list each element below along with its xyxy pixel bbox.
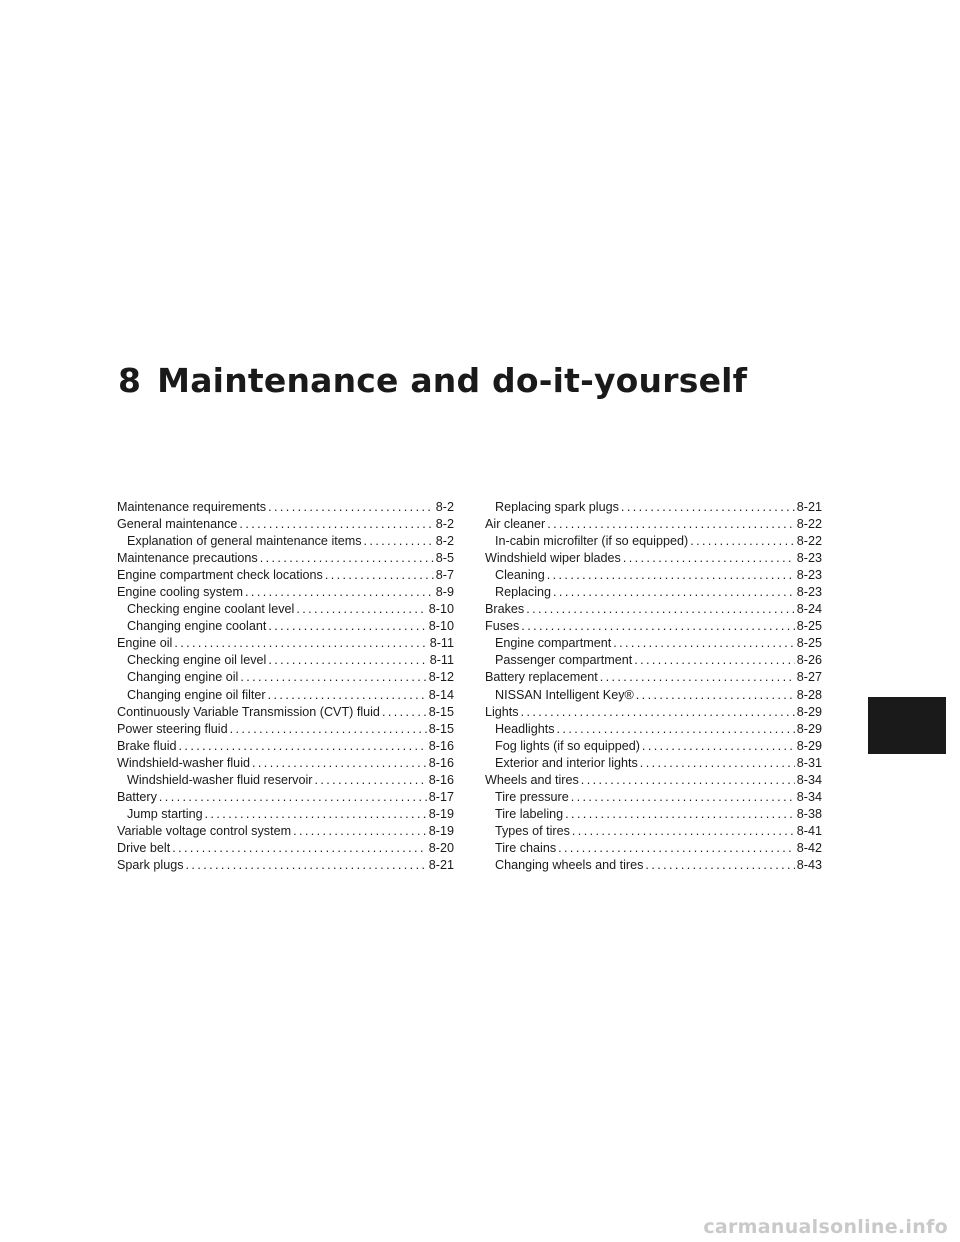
- toc-leader-dots: [266, 499, 434, 516]
- toc-leader-dots: [519, 618, 794, 635]
- toc-leader-dots: [312, 772, 426, 789]
- toc-entry-label: Engine compartment: [495, 636, 612, 651]
- toc-entry-air-cleaner[interactable]: [485, 516, 822, 533]
- toc-leader-dots: [294, 601, 426, 618]
- toc-entry-changing-engine-coolant[interactable]: [117, 618, 454, 635]
- toc-entry-page: 8-34: [796, 772, 822, 787]
- toc-entry-replacing[interactable]: [485, 584, 822, 601]
- toc-entry-variable-voltage-control-system[interactable]: [117, 823, 454, 840]
- toc-entry-fog-lights-if-so-equipped[interactable]: [485, 738, 822, 755]
- toc-leader-dots: [266, 687, 427, 704]
- toc-entry-engine-compartment[interactable]: [485, 635, 822, 652]
- toc-leader-dots: [228, 721, 427, 738]
- toc-leader-dots: [555, 721, 795, 738]
- toc-entry-page: 8-16: [428, 772, 454, 787]
- toc-entry-label: Explanation of general maintenance items: [127, 534, 362, 549]
- toc-leader-dots: [177, 738, 427, 755]
- toc-leader-dots: [203, 806, 427, 823]
- toc-entry-nissan-intelligent-key[interactable]: [485, 687, 822, 704]
- toc-entry-label: Exterior and interior lights: [495, 755, 638, 770]
- toc-entry-in-cabin-microfilter-if-so-equipped[interactable]: [485, 533, 822, 550]
- toc-entry-page: 8-25: [796, 636, 822, 651]
- toc-left-column: [117, 499, 454, 874]
- chapter-title-text: Maintenance and do-it-yourself: [157, 361, 748, 400]
- toc-leader-dots: [598, 669, 795, 686]
- toc-entry-maintenance-precautions[interactable]: [117, 550, 454, 567]
- toc-leader-dots: [323, 567, 434, 584]
- toc-entry-page: 8-10: [428, 602, 454, 617]
- toc-entry-label: Replacing spark plugs: [495, 500, 619, 514]
- toc-entry-page: 8-26: [796, 653, 822, 668]
- toc-entry-page: 8-21: [796, 500, 822, 514]
- toc-entry-tire-chains[interactable]: [485, 840, 822, 857]
- toc-entry-types-of-tires[interactable]: [485, 823, 822, 840]
- toc-entry-label: Changing engine oil filter: [127, 687, 266, 702]
- toc-entry-label: Lights: [485, 704, 519, 719]
- toc-entry-page: 8-41: [796, 823, 822, 838]
- toc-entry-jump-starting[interactable]: [117, 806, 454, 823]
- toc-entry-page: 8-38: [796, 806, 822, 821]
- toc-entry-battery-replacement[interactable]: [485, 669, 822, 686]
- toc-entry-windshield-washer-fluid[interactable]: [117, 755, 454, 772]
- toc-entry-label: Drive belt: [117, 840, 171, 855]
- toc-entry-page: 8-42: [796, 840, 822, 855]
- toc-entry-replacing-spark-plugs[interactable]: [485, 499, 822, 516]
- toc-entry-continuously-variable-transmission-cvt-fluid[interactable]: [117, 704, 454, 721]
- toc-leader-dots: [238, 669, 426, 686]
- toc-entry-label: Maintenance precautions: [117, 551, 258, 566]
- toc-entry-page: 8-20: [428, 840, 454, 855]
- toc-entry-page: 8-19: [428, 823, 454, 838]
- toc-entry-label: Wheels and tires: [485, 772, 579, 787]
- toc-right-column: [485, 499, 822, 874]
- toc-entry-label: Brakes: [485, 602, 525, 617]
- toc-entry-label: Passenger compartment: [495, 653, 633, 668]
- toc-entry-checking-engine-oil-level[interactable]: [117, 652, 454, 669]
- toc-entry-cleaning[interactable]: [485, 567, 822, 584]
- toc-entry-lights[interactable]: [485, 704, 822, 721]
- toc-leader-dots: [640, 738, 795, 755]
- toc-entry-label: Spark plugs: [117, 857, 184, 872]
- toc-leader-dots: [638, 755, 795, 772]
- toc-entry-maintenance-requirements[interactable]: [117, 499, 454, 516]
- toc-entry-page: 8-2: [435, 517, 454, 532]
- toc-entry-page: 8-19: [428, 806, 454, 821]
- toc-entry-page: 8-14: [428, 687, 454, 702]
- toc-entry-general-maintenance[interactable]: [117, 516, 454, 533]
- toc-entry-label: Cleaning: [495, 568, 545, 583]
- toc-entry-power-steering-fluid[interactable]: [117, 721, 454, 738]
- toc-entry-label: Brake fluid: [117, 738, 177, 753]
- toc-entry-label: NISSAN Intelligent Key®: [495, 687, 634, 702]
- toc-leader-dots: [688, 533, 795, 550]
- toc-leader-dots: [519, 704, 795, 721]
- toc-leader-dots: [172, 635, 427, 652]
- toc-entry-label: Tire pressure: [495, 789, 569, 804]
- toc-entry-page: 8-11: [429, 653, 454, 668]
- toc-entry-label: Air cleaner: [485, 517, 546, 532]
- toc-entry-label: Windshield wiper blades: [485, 551, 621, 566]
- toc-entry-changing-engine-oil[interactable]: [117, 669, 454, 686]
- toc-entry-engine-compartment-check-locations[interactable]: [117, 567, 454, 584]
- toc-entry-label: Tire labeling: [495, 806, 564, 821]
- toc-entry-page: 8-29: [796, 738, 822, 753]
- toc-leader-dots: [266, 652, 427, 669]
- chapter-tab-marker: [868, 697, 946, 754]
- toc-entry-changing-wheels-and-tires[interactable]: [485, 857, 822, 874]
- toc-entry-label: Changing wheels and tires: [495, 857, 644, 872]
- toc-entry-exterior-and-interior-lights[interactable]: [485, 755, 822, 772]
- toc-leader-dots: [184, 857, 427, 874]
- toc-entry-page: 8-2: [435, 500, 454, 514]
- toc-entry-label: Battery: [117, 789, 157, 804]
- toc-entry-battery[interactable]: [117, 789, 454, 806]
- toc-entry-label: Windshield-washer fluid reservoir: [127, 772, 313, 787]
- toc-entry-label: Maintenance requirements: [117, 500, 267, 514]
- toc-entry-label: Variable voltage control system: [117, 823, 292, 838]
- toc-entry-page: 8-23: [796, 585, 822, 600]
- toc-entry-label: Engine cooling system: [117, 585, 244, 600]
- toc-entry-page: 8-10: [428, 619, 454, 634]
- toc-entry-page: 8-29: [796, 704, 822, 719]
- toc-entry-label: General maintenance: [117, 517, 238, 532]
- chapter-title: [118, 361, 747, 400]
- toc-entry-page: 8-2: [435, 534, 454, 549]
- toc-entry-page: 8-15: [428, 704, 454, 719]
- toc-leader-dots: [362, 533, 434, 550]
- toc-leader-dots: [170, 840, 427, 857]
- toc-entry-tire-pressure[interactable]: [485, 789, 822, 806]
- chapter-number: 8: [118, 361, 142, 400]
- toc-entry-page: 8-17: [428, 789, 454, 804]
- toc-entry-label: In-cabin microfilter (if so equipped): [495, 534, 689, 549]
- toc-entry-page: 8-16: [428, 738, 454, 753]
- toc-entry-page: 8-23: [796, 568, 822, 583]
- toc-entry-page: 8-24: [796, 602, 822, 617]
- toc-entry-label: Changing engine coolant: [127, 619, 267, 634]
- toc-entry-windshield-wiper-blades[interactable]: [485, 550, 822, 567]
- toc-entry-page: 8-31: [796, 755, 822, 770]
- toc-leader-dots: [291, 823, 427, 840]
- toc-entry-page: 8-23: [796, 551, 822, 566]
- toc-entry-fuses[interactable]: [485, 618, 822, 635]
- toc-leader-dots: [621, 550, 795, 567]
- toc-leader-dots: [569, 789, 795, 806]
- toc-entry-spark-plugs[interactable]: [117, 857, 454, 874]
- toc-entry-page: 8-7: [435, 568, 454, 583]
- toc-entry-engine-cooling-system[interactable]: [117, 584, 454, 601]
- toc-leader-dots: [619, 499, 795, 516]
- toc-entry-passenger-compartment[interactable]: [485, 652, 822, 669]
- toc-entry-explanation-of-general-maintenance-items[interactable]: [117, 533, 454, 550]
- toc-entry-headlights[interactable]: [485, 721, 822, 738]
- toc-leader-dots: [545, 516, 795, 533]
- toc-entry-label: Battery replacement: [485, 670, 598, 685]
- toc-entry-label: Fuses: [485, 619, 520, 634]
- toc-leader-dots: [258, 550, 434, 567]
- toc-entry-page: 8-21: [428, 857, 454, 872]
- toc-leader-dots: [237, 516, 433, 533]
- toc-leader-dots: [570, 823, 795, 840]
- toc-entry-page: 8-28: [796, 687, 822, 702]
- watermark: carmanualsonline.info: [703, 1216, 948, 1238]
- toc-entry-brakes[interactable]: [485, 601, 822, 618]
- toc-entry-label: Power steering fluid: [117, 721, 228, 736]
- toc-entry-wheels-and-tires[interactable]: [485, 772, 822, 789]
- toc-entry-label: Continuously Variable Transmission (CVT) fluid: [117, 704, 380, 719]
- toc-entry-page: 8-43: [796, 857, 822, 872]
- toc-leader-dots: [380, 704, 427, 721]
- toc-entry-label: Changing engine oil: [127, 670, 239, 685]
- toc-entry-page: 8-25: [796, 619, 822, 634]
- toc-entry-engine-oil[interactable]: [117, 635, 454, 652]
- toc-entry-page: 8-27: [796, 670, 822, 685]
- toc-entry-page: 8-12: [428, 670, 454, 685]
- toc-leader-dots: [250, 755, 427, 772]
- toc-entry-page: 8-15: [428, 721, 454, 736]
- toc-leader-dots: [545, 567, 795, 584]
- toc-entry-label: Windshield-washer fluid: [117, 755, 250, 770]
- toc-entry-label: Checking engine oil level: [127, 653, 267, 668]
- toc-leader-dots: [579, 772, 795, 789]
- toc-entry-brake-fluid[interactable]: [117, 738, 454, 755]
- toc-entry-page: 8-16: [428, 755, 454, 770]
- toc-entry-label: Jump starting: [127, 806, 203, 821]
- toc-leader-dots: [524, 601, 795, 618]
- toc-leader-dots: [643, 857, 794, 874]
- toc-entry-tire-labeling[interactable]: [485, 806, 822, 823]
- toc-entry-page: 8-9: [435, 585, 454, 600]
- toc-entry-label: Checking engine coolant level: [127, 602, 295, 617]
- toc-entry-page: 8-5: [435, 551, 454, 566]
- toc-entry-page: 8-29: [796, 721, 822, 736]
- toc-leader-dots: [551, 584, 795, 601]
- toc-entry-drive-belt[interactable]: [117, 840, 454, 857]
- toc-entry-label: Tire chains: [495, 840, 557, 855]
- toc-leader-dots: [556, 840, 795, 857]
- toc-entry-label: Engine oil: [117, 636, 173, 651]
- toc-entry-page: 8-22: [796, 534, 822, 549]
- toc-entry-checking-engine-coolant-level[interactable]: [117, 601, 454, 618]
- toc-leader-dots: [266, 618, 426, 635]
- toc-leader-dots: [632, 652, 795, 669]
- toc-leader-dots: [563, 806, 795, 823]
- toc-leader-dots: [634, 687, 795, 704]
- toc-entry-page: 8-22: [796, 517, 822, 532]
- toc-entry-label: Headlights: [495, 721, 555, 736]
- toc-leader-dots: [611, 635, 795, 652]
- toc-entry-label: Engine compartment check locations: [117, 568, 323, 583]
- toc-entry-changing-engine-oil-filter[interactable]: [117, 687, 454, 704]
- toc-entry-page: 8-34: [796, 789, 822, 804]
- toc-entry-label: Types of tires: [495, 823, 570, 838]
- toc-leader-dots: [243, 584, 434, 601]
- toc-entry-label: Replacing: [495, 585, 552, 600]
- toc-entry-windshield-washer-fluid-reservoir[interactable]: [117, 772, 454, 789]
- toc-entry-page: 8-11: [429, 636, 454, 651]
- toc-entry-label: Fog lights (if so equipped): [495, 738, 640, 753]
- toc-leader-dots: [157, 789, 427, 806]
